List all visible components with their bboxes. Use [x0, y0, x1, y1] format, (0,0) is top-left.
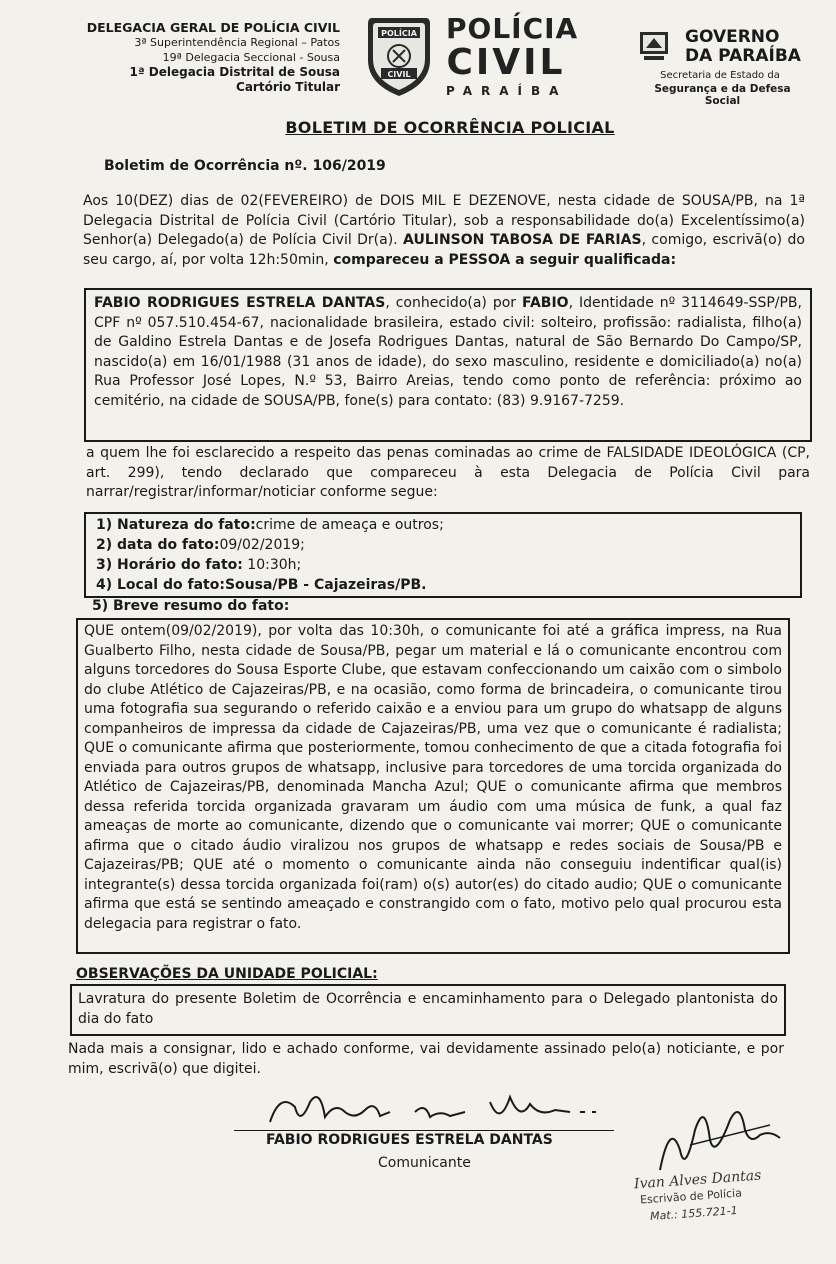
fact-value: Sousa/PB - Cajazeiras/PB.	[224, 577, 427, 593]
person-text1: , conhecido(a) por	[385, 295, 522, 311]
government-line2: DA PARAÍBA	[685, 46, 801, 66]
government-line1: GOVERNO	[685, 27, 780, 47]
person-nickname: FABIO	[521, 295, 569, 311]
district-office: 1ª Delegacia Distrital de Sousa	[129, 65, 340, 79]
document-title: BOLETIM DE OCORRÊNCIA POLICIAL	[285, 118, 615, 137]
superintendence: 3ª Superintendência Regional – Patos	[134, 36, 340, 49]
intro-paragraph	[83, 192, 805, 270]
fact-label: 3) Horário do fato:	[96, 557, 243, 573]
observations-label: OBSERVAÇÕES DA UNIDADE POLICIAL:	[76, 966, 378, 982]
summary-box: QUE ontem(09/02/2019), por volta das 10:30h, o comunicante foi até a gráfica impress, na Rua Gualberto Filho, nesta cidade de Sousa/PB, pegar um material e lá o comunicante encontrou com alguns torcedores do Sousa Esporte Clube, que estavam confeccionando um caixão com o simbolo do clube Atlético de Cajazeiras/PB, e na ocasião, como forma de brincadeira, o comunicante tirou uma fotografia sua segurando o referido caixão e a enviou para um grupo do whatsapp de alguns companheiros de impressa da cidade de Cajazeiras/PB, uma vez que o comunicante é radialista; QUE o comunicante afirma que posteriormente, tomou conhecimento de que a citada fotografia foi enviada para outros grupos de whatsapp, inclusive para torcedores de uma torcida organizada do Atlético de Cajazeiras/PB, denominada Mancha Azul; QUE o comunicante afirma que membros dessa referida torcida organizada gravaram um áudio com uma música de funk, a qual faz ameaças de morte ao comunicante, dizendo que o comunicante vai morrer; QUE o comunicante afirma que o citado áudio viralizou nos grupos de whatsapp e redes sociais de Sousa/PB e Cajazeiras/PB; QUE até o momento o comunicante ainda não conseguiu indentificar qual(is) integrante(s) dessa torcida organizada foi(ram) o(s) autor(es) do citado audio; QUE o comunicante afirma que está se sentindo ameaçado e constrangido com o fato, motivo pelo qual procurou esta delegacia para registrar o fato.	[76, 618, 790, 954]
seccional: 19ª Delegacia Seccional - Sousa	[162, 51, 340, 64]
fact-time	[96, 555, 790, 575]
secretariat-line1: Secretaria de Estado da	[660, 70, 780, 81]
signatory-role: Comunicante	[378, 1155, 471, 1171]
handwritten-signature	[240, 1082, 620, 1132]
wordmark-civil: CIVIL	[446, 42, 566, 83]
intro-part1: Aos 10(DEZ) dias de 02(FEVEREIRO) de DOIS MIL E DEZENOVE, nesta cidade de SOUSA/PB, na 1ª Delegacia Distrital de Polícia Civil (Cartório Titular), sob a responsabilidade do(a) Excelentíssimo(a) Senhor(a) Delegado(a) de Polícia Civil Dr(a).	[83, 193, 805, 248]
signature-line	[234, 1130, 614, 1131]
clarification-paragraph: a quem lhe foi esclarecido a respeito das penas cominadas ao crime de FALSIDADE IDEOLÓGICA (CP, art. 299), tendo declarado que compareceu à esta Delegacia de Polícia Civil para narrar/registrar/informar/noticiar conforme segue:	[86, 445, 810, 500]
wordmark-policia: POLÍCIA	[446, 12, 579, 45]
closing-paragraph: Nada mais a consignar, lido e achado conforme, vai devidamente assinado pelo(a) noticiante, e por mim, escrivã(o) que digitei.	[68, 1041, 784, 1077]
fact-date	[96, 535, 790, 555]
person-qualification-box	[84, 288, 812, 442]
police-badge-icon	[364, 14, 434, 98]
fact-nature	[96, 515, 790, 535]
facts-box	[84, 512, 802, 598]
fact-value: 09/02/2019;	[219, 537, 305, 553]
fact-label: 4) Local do fato:	[96, 577, 225, 593]
intro-part2: , comigo, escrivã(o) do seu cargo, aí, por volta 12h:50min,	[83, 232, 805, 268]
clerk-role: Escrivão de Polícia	[639, 1186, 743, 1207]
person-name: FABIO RODRIGUES ESTRELA DANTAS	[94, 295, 386, 311]
intro-part4: seguir qualificada:	[529, 251, 677, 268]
clerk-name: Ivan Alves Dantas	[633, 1167, 762, 1193]
signatory-name: FABIO RODRIGUES ESTRELA DANTAS	[266, 1132, 553, 1148]
fact-label: 2) data do fato:	[96, 537, 220, 553]
fact-label: 1) Natureza do fato:	[96, 517, 256, 533]
delegate-name: AULINSON TABOSA DE FARIAS	[403, 232, 642, 248]
fact-value: crime de ameaça e outros;	[255, 517, 444, 533]
registry-office: Cartório Titular	[236, 80, 340, 94]
fact-value: 10:30h;	[242, 557, 302, 573]
policia-civil-wordmark	[446, 12, 579, 98]
secretariat-line2: Segurança e da Defesa Social	[654, 83, 791, 107]
summary-label: 5) Breve resumo do fato:	[92, 598, 290, 614]
badge-bottom-text: CIVIL	[387, 70, 411, 79]
report-number: Boletim de Ocorrência nº. 106/2019	[104, 158, 386, 174]
observations-box: Lavratura do presente Boletim de Ocorrência e encaminhamento para o Delegado plantonista do dia do fato	[70, 984, 786, 1036]
header-agency-block	[40, 20, 340, 95]
person-details: , Identidade nº 3114649-SSP/PB, CPF nº 057.510.454-67, nacionalidade brasileira, estado civil: solteiro, profissão: radialista, filho(a) de Galdino Estrela Dantas e de Josefa Rodrigues Dantas, natural de São Bernardo Do Campo/SP, nascido(a) em 16/01/1988 (31 anos de idade), do sexo masculino, residente e domiciliado(a) no(a) Rua Professor José Lopes, N.º 53, Bairro Areias, tendo como ponto de referência: próximo ao cemitério, na cidade de SOUSA/PB, fone(s) para contato: (83) 9.9167-7259.	[94, 295, 802, 409]
agency-name: DELEGACIA GERAL DE POLÍCIA CIVIL	[86, 20, 340, 35]
fact-location	[96, 575, 790, 595]
state-coat-of-arms-icon	[636, 26, 676, 66]
badge-top-text: POLÍCIA	[381, 29, 417, 38]
intro-part3: compareceu a PESSOA a	[333, 251, 530, 268]
wordmark-paraiba: PARAÍBA	[446, 84, 568, 98]
clerk-registration: Mat.: 155.721-1	[649, 1203, 739, 1224]
